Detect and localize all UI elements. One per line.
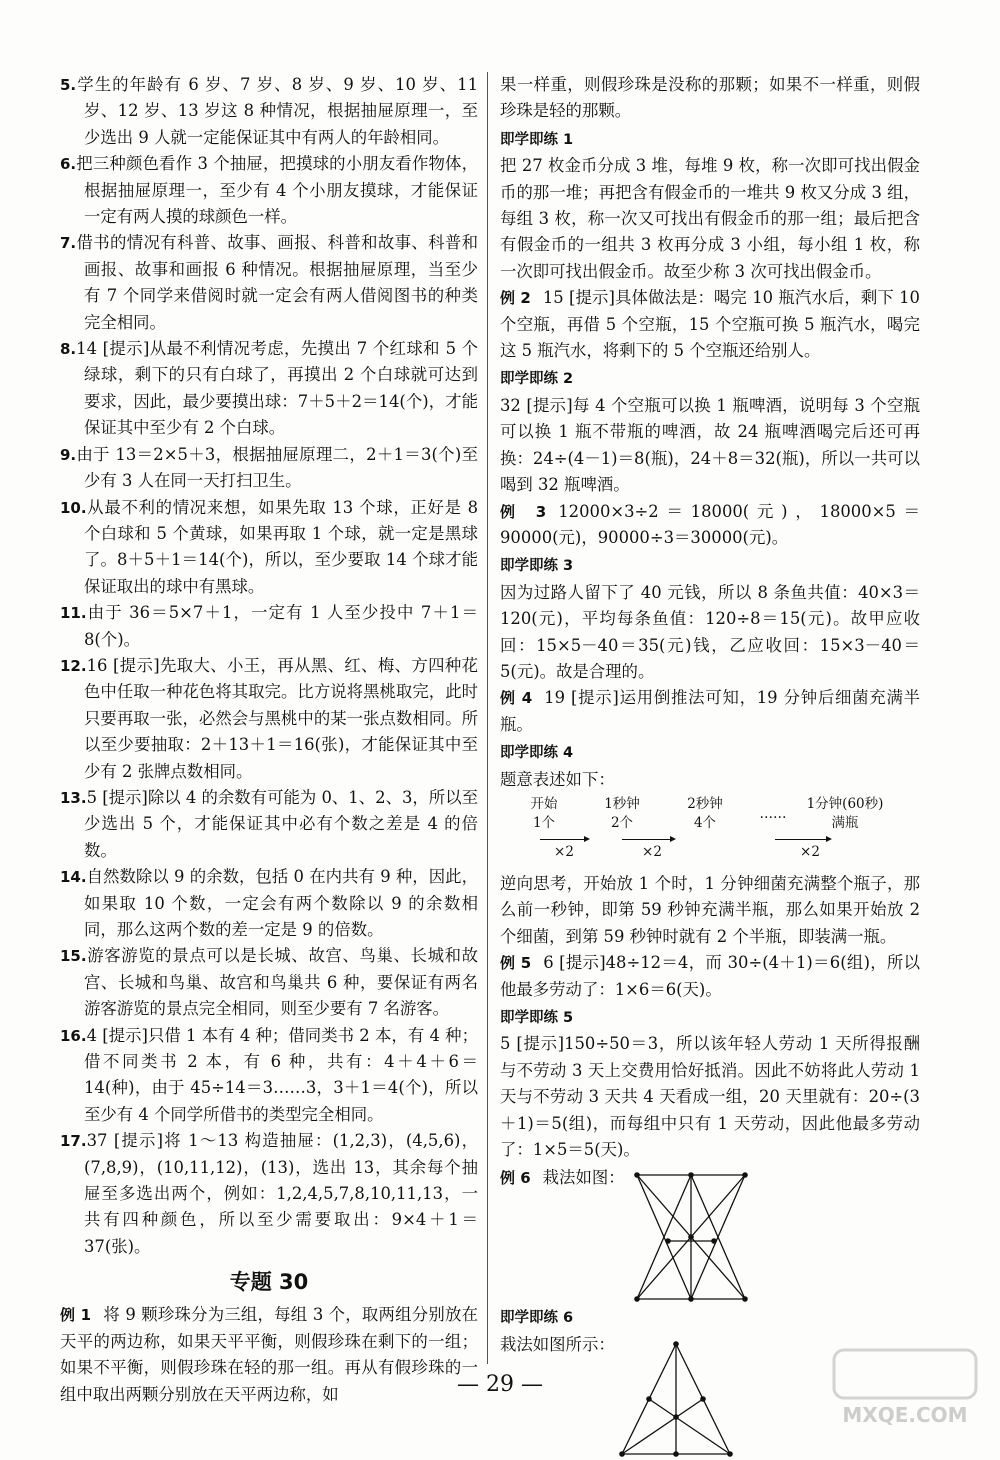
answer-text: 从最不利的情况来想，如果先取 13 个球，正好是 8 个白球和 5 个黄球，如果再取 1 个球，就一定是黑球了。8＋5＋1＝14(个)，所以，至少要取 14 个球才能保证取出的球中有黑球。	[84, 497, 478, 596]
flow-start-label: 开始	[530, 795, 558, 812]
example-5	[500, 950, 920, 1003]
example-5-text: 6 [提示]48÷12＝4，而 30÷(4＋1)＝6(组)，所以他最多劳动了：1×6＝6(天)。	[500, 953, 920, 999]
right-column	[500, 72, 920, 1460]
answer-text: 由于 36＝5×7＋1，一定有 1 人至少投中 7＋1＝8(个)。	[84, 603, 478, 649]
example-6	[500, 1163, 920, 1307]
page-number: — 29 —	[457, 1372, 543, 1397]
answer-text: 5 [提示]除以 4 的余数有可能为 0、1、2、3，所以至少选出 5 个，才能保证其中必有个数之差是 4 的倍数。	[84, 787, 478, 860]
practice-1-text: 把 27 枚金币分成 3 堆，每堆 9 枚，称一次即可找出假金币的那一堆；再把含有假金币的一堆共 9 枚又分成 3 组，每组 3 枚，称一次又可找出有假金币的那一组；最后把含有假金币的一组共 3 枚再分成 3 小组，每小组 1 枚，称一次即可找出假金币。故至少称 3 次可找出假金币。	[500, 156, 920, 281]
answer-item	[60, 151, 478, 230]
example-5-label: 例 5	[500, 954, 532, 973]
example-4	[500, 685, 920, 738]
example-1-text: 将 9 颗珍珠分为三组，每组 3 个，取两组分别放在天平的两边称，如果天平平衡，则假珍珠在剩下的一组；如果不平衡，则假珍珠在轻的那一组。再从有假珍珠的一组中取出两颗分别放在天平两边称，如	[60, 1305, 478, 1404]
flow-end-label: 1分钟(60秒)	[806, 795, 884, 812]
answer-text: 37 [提示]将 1～13 构造抽屉：(1,2,3)，(4,5,6)，(7,8,9)，(10,11,12)，(13)，选出 13，其余每个抽屉至多选出两个，例如：1,2,4,5,7,8,10,11,13，一共有四种颜色，所以至少需要取出：9×4＋1＝37(张)。	[84, 1131, 478, 1256]
flow-2s-label: 2秒钟	[687, 795, 723, 812]
flow-arrow-2	[622, 839, 674, 840]
flow-multiplier-3: ×2	[800, 843, 820, 860]
answer-number: 9.	[60, 445, 77, 464]
answer-text: 把三种颜色看作 3 个抽屉，把摸球的小朋友看作物体，根据抽屉原理一，至少有 4 个小朋友摸球，才能保证一定有两人摸的球颜色一样。	[76, 154, 478, 227]
answer-text: 由于 13＝2×5＋3，根据抽屉原理二，2＋1＝3(个)至少有 3 人在同一天打扫卫生。	[76, 444, 478, 491]
answer-number: 15.	[60, 947, 87, 966]
example-3	[500, 499, 920, 552]
answer-number: 11.	[60, 604, 87, 623]
answer-text: 学生的年龄有 6 岁、7 岁、8 岁、9 岁、10 岁、11 岁、12 岁、13 岁这 8 种情况，根据抽屉原理一，至少选出 9 人就一定能保证其中有两人的年龄相同。	[76, 75, 478, 147]
answer-number: 10.	[60, 498, 87, 517]
answer-text: 4 [提示]只借 1 本有 4 种；借同类书 2 本，有 4 种；借不同类书 2 本，有 6 种，共有：4＋4＋6＝14(种)，由于 45÷14＝3……3，3＋1＝4(个)，所以至少有 4 个同学所借书的类型完全相同。	[84, 1025, 478, 1124]
tree-planting-figure-1	[631, 1171, 751, 1307]
flow-2s-count: 4个	[693, 814, 717, 831]
answer-item	[60, 1128, 478, 1260]
answer-text: 游客游览的景点可以是长城、故宫、鸟巢、长城和故宫、长城和鸟巢、故宫和鸟巢共 6 种，要保证有两名游客游览的景点完全相同，则至少要有 7 名游客。	[84, 946, 478, 1019]
answer-number: 16.	[60, 1026, 87, 1045]
answer-number: 6.	[60, 155, 77, 174]
practice-4-heading: 即学即练 4	[500, 745, 574, 762]
left-column	[60, 72, 478, 1408]
answer-number: 13.	[60, 788, 87, 807]
answer-text: 16 [提示]先取大、小王，再从黑、红、梅、方四种花色中任取一种花色将其取完。比方说将黑桃取完，此时只要再取一张，必然会与黑桃中的某一张点数相同。所以至少要抽取：2＋13＋1＝16(张)，才能保证其中至少有 2 张牌点数相同。	[84, 655, 478, 781]
flow-multiplier-2: ×2	[642, 843, 662, 860]
example-2	[500, 285, 920, 364]
practice-5-heading: 即学即练 5	[500, 1010, 574, 1026]
answer-item	[60, 785, 478, 864]
example-6-text: 栽法如图：	[542, 1168, 625, 1188]
flow-arrow-1	[540, 839, 588, 840]
answer-text: 自然数除以 9 的余数，包括 0 在内共有 9 种，因此，如果取 10 个数，一定会有两个数除以 9 的余数相同，那么这两个数的差一定是 9 的倍数。	[84, 867, 478, 939]
answer-number: 12.	[60, 656, 87, 675]
flow-1s-label: 1秒钟	[604, 795, 640, 812]
example-3-label: 例 3	[500, 502, 547, 521]
watermark-logo	[830, 1344, 980, 1430]
practice-5-text: 5 [提示]150÷50＝3，所以该年轻人劳动 1 天所得报酬与不劳动 3 天上交费用恰好抵消。因此不妨将此人劳动 1 天与不劳动 3 天共 4 天看成一组，20 天里就有：20÷(3＋1)＝5(组)，而每组中只有 1 天劳动，因此他最多劳动了：1×5＝5(天)。	[500, 1034, 920, 1160]
practice-2-heading: 即学即练 2	[500, 371, 574, 388]
flow-1s-count: 2个	[610, 814, 634, 831]
answer-item	[60, 653, 478, 785]
example-3-text: 12000×3÷2＝18000(元)，18000×5＝90000(元)，90000÷3＝30000(元)。	[500, 501, 920, 547]
answer-item	[60, 943, 478, 1022]
example-6-label: 例 6	[500, 1169, 531, 1188]
column-divider	[487, 72, 488, 1364]
practice-1-heading: 即学即练 1	[500, 131, 574, 148]
example-1-continued: 果一样重，则假珍珠是没称的那颗；如果不一样重，则假珍珠是轻的那颗。	[500, 75, 920, 121]
answer-item	[60, 600, 478, 653]
answer-item	[60, 495, 478, 601]
answer-number: 5.	[60, 76, 77, 94]
answer-text: 借书的情况有科普、故事、画报、科普和故事、科普和画报、故事和画报 6 种情况。根据抽屉原理，当至少有 7 个同学来借阅时就一定会有两人借阅图书的种类完全相同。	[76, 233, 478, 332]
practice-3-text: 因为过路人留下了 40 元钱，所以 8 条鱼共值：40×3＝120(元)，平均每条鱼值：120÷8＝15(元)。故甲应收回：15×5－40＝35(元)钱，乙应收回：15×3－40＝5(元)。故是合理的。	[500, 582, 920, 681]
answer-number: 17.	[60, 1132, 87, 1151]
flow-ellipsis: ……	[759, 805, 787, 822]
flow-arrow-3	[775, 839, 830, 840]
practice-2-text: 32 [提示]每 4 个空瓶可以换 1 瓶啤酒，说明每 3 个空瓶可以换 1 瓶不带瓶的啤酒，故 24 瓶啤酒喝完后还可再换：24÷(4－1)＝8(瓶)，24＋8＝32(瓶)，所以一共可以喝到 32 瓶啤酒。	[500, 395, 920, 495]
example-4-label: 例 4	[500, 689, 533, 708]
growth-flow-diagram	[500, 795, 920, 867]
practice-4-text: 逆向思考，开始放 1 个时，1 分钟细菌充满整个瓶子，那么前一秒钟，即第 59 秒钟充满半瓶，那么如果开始放 2 个细菌，到第 59 秒钟时就有 2 个半瓶，即装满一瓶。	[500, 873, 920, 946]
answer-item	[60, 1023, 478, 1129]
answer-item	[60, 72, 478, 151]
answer-list	[60, 72, 478, 1260]
answer-number: 8.	[60, 340, 77, 359]
practice-3-heading: 即学即练 3	[500, 558, 574, 575]
example-4-text: 19 [提示]运用倒推法可知，19 分钟后细菌充满半瓶。	[500, 688, 920, 734]
answer-item	[60, 336, 478, 442]
answer-number: 14.	[60, 868, 87, 887]
practice-6-heading: 即学即练 6	[500, 1310, 574, 1327]
example-2-label: 例 2	[500, 289, 531, 308]
answer-text: 14 [提示]从最不利情况考虑，先摸出 7 个红球和 5 个绿球，剩下的只有白球了，再摸出 2 个白球就可达到要求，因此，最少要摸出球：7＋5＋2＝14(个)，才能保证其中至少有 2 个白球。	[76, 339, 478, 438]
flow-end-count: 满瓶	[831, 814, 859, 831]
tree-planting-figure-2	[616, 1340, 736, 1460]
watermark-text: MXQE.COM	[842, 1403, 968, 1427]
answer-item	[60, 864, 478, 943]
practice-6-text: 栽法如图所示：	[500, 1334, 615, 1354]
example-1-label: 例 1	[60, 1306, 92, 1325]
flow-multiplier-1: ×2	[554, 843, 574, 860]
section-title: 专题 30	[229, 1270, 309, 1295]
practice-4-intro: 题意表述如下：	[500, 769, 615, 789]
answer-number: 7.	[60, 234, 77, 253]
answer-item	[60, 230, 478, 336]
flow-start-count: 1个	[532, 814, 556, 831]
answer-item	[60, 442, 478, 495]
example-2-text: 15 [提示]具体做法是：喝完 10 瓶汽水后，剩下 10 个空瓶，再借 5 个空瓶，15 个空瓶可换 5 瓶汽水，喝完这 5 瓶汽水，将剩下的 5 个空瓶还给别人。	[500, 288, 920, 361]
